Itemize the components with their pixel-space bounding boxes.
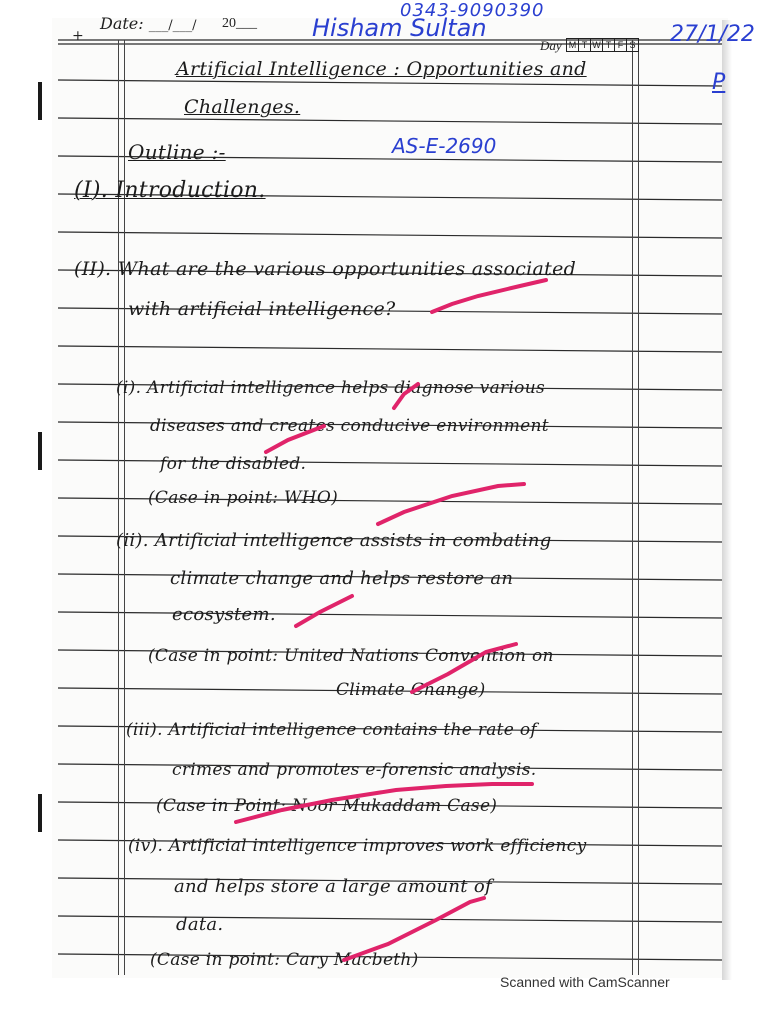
point-4-cont: and helps store a large amount of (174, 876, 492, 897)
student-name: Hisham Sultan (312, 14, 487, 42)
date-label: Date: ___/___/ (100, 14, 197, 33)
scanner-watermark: Scanned with CamScanner (500, 974, 670, 990)
point-4: (iv). Artificial intelligence improves work efficiency (128, 836, 587, 856)
point-2-cont: climate change and helps restore an (170, 568, 514, 589)
roll-number: AS-E-2690 (392, 134, 497, 158)
section-introduction: (I). Introduction. (74, 178, 266, 203)
day-box: T (578, 38, 591, 52)
check-mark (344, 898, 484, 960)
point-3: (iii). Artificial intelligence contains the rate of (126, 720, 537, 740)
check-mark (378, 484, 524, 524)
submission-date: 27/1/22 (670, 22, 755, 47)
day-box: S (626, 38, 639, 52)
point-2-case: (Case in point: United Nations Convention on (148, 646, 554, 666)
check-mark (266, 426, 324, 452)
point-1: (i). Artificial intelligence helps diagnose various (116, 378, 545, 398)
day-box: W (590, 38, 603, 52)
date-year: 20___ (222, 16, 257, 31)
point-1-cont: diseases and creates conducive environment (150, 416, 549, 436)
day-label: Day (540, 38, 562, 53)
check-mark (296, 596, 352, 626)
check-mark (394, 384, 418, 408)
point-1-case: (Case in point: WHO) (148, 488, 339, 508)
point-3-case: (Case in Point: Noor Mukaddam Case) (156, 796, 498, 816)
point-2-cont: ecosystem. (172, 604, 276, 625)
section-opportunities-cont: with artificial intelligence? (128, 298, 396, 320)
plus-mark: + (72, 28, 84, 44)
section-opportunities: (II). What are the various opportunities associated (74, 258, 577, 280)
check-mark (236, 784, 532, 822)
pass-mark: P (712, 70, 726, 95)
essay-title: Artificial Intelligence : Opportunities and (176, 58, 587, 80)
point-3-cont: crimes and promotes e-forensic analysis. (172, 760, 537, 780)
point-4-case: (Case in point: Cary Macbeth) (150, 950, 419, 970)
point-2-case-cont: Climate Change) (336, 680, 486, 700)
day-box: F (614, 38, 627, 52)
outline-label: Outline :- (128, 140, 226, 164)
day-box: M (566, 38, 579, 52)
point-4-cont: data. (176, 914, 224, 935)
phone-number: 0343-9090390 (400, 0, 545, 21)
check-mark (432, 280, 546, 312)
point-2: (ii). Artificial intelligence assists in combating (116, 530, 552, 551)
essay-title-cont: Challenges. (184, 96, 301, 118)
check-mark (412, 644, 516, 692)
point-1-cont: for the disabled. (160, 454, 307, 474)
day-box: T (602, 38, 615, 52)
